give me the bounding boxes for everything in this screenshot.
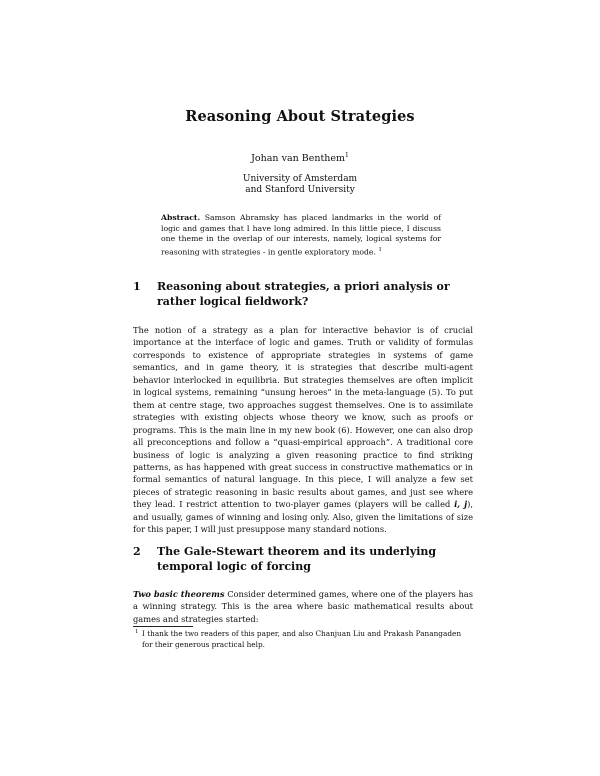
section-1-paragraph-end: ), and usually, games of winning and losing only. Also, given the limitations of size for this paper, I will just presuppose many standard notions. <box>133 499 474 535</box>
affiliation-line-1: University of Amsterdam <box>242 174 358 184</box>
player-names: i, j <box>454 499 468 510</box>
paper-title: Reasoning About Strategies <box>185 108 415 125</box>
affiliation-line-2: and Stanford University <box>245 185 355 195</box>
abstract <box>161 213 441 258</box>
section-2-title: The Gale-Stewart theorem and its underlying temporal logic of forcing <box>157 545 437 573</box>
abstract-footnote-mark: 1 <box>378 247 382 254</box>
section-1-body <box>133 324 473 536</box>
author-footnote-mark: 1 <box>345 152 349 159</box>
section-2-body <box>133 588 473 625</box>
section-2-number: 2 <box>133 545 141 558</box>
footnote-text: I thank the two readers of this paper, and also Chanjuan Liu and Prakash Panangaden for their generous practical help. <box>142 629 462 649</box>
section-2-paragraph <box>133 588 473 625</box>
section-1-number: 1 <box>133 280 141 293</box>
section-1-heading <box>133 279 473 309</box>
section-1-paragraph-text: The notion of a strategy as a plan for interactive behavior is of crucial importance at the interface of logic and games. Truth or validity of formulas corresponds to existence of appropriate strategies in systems of game semantics, and in game theory, it is strategies that describe multi-agent behavior interlocked in equilibria. But strategies themselves are often implicit in logical systems, remaining “unsung heroes” in the meta-language (5). To put them at centre stage, two approaches suggest themselves. One is to assimilate strategies with existing objects whose theory we know, such as proofs or programs. This is the main line in my new book (6). However, one can also drop all preconceptions and follow a “quasi-empirical approach”. A traditional core business of logic is analyzing a given reasoning practice to find striking patterns, as has happened with great success in constructive mathematics or in formal semantics of natural language. In this piece, I will analyze a few set pieces of strategic reasoning in basic results about games, and just see where they lead. I restrict attention to two-player games (players will be called <box>133 325 473 510</box>
run-in-heading: Two basic theorems <box>133 589 225 599</box>
section-1-title: Reasoning about strategies, a priori analysis or rather logical fieldwork? <box>157 280 450 308</box>
abstract-text: Samson Abramsky has placed landmarks in the world of logic and games that I have long admired. In this little piece, I discuss one theme in the overlap of our interests, namely, logical systems for reasoning with strategies - in gentle exploratory mode. <box>161 213 441 257</box>
abstract-label: Abstract. <box>161 213 201 222</box>
author-name <box>0 152 600 164</box>
footnote-mark: 1 <box>135 629 139 635</box>
section-2-heading <box>133 544 473 574</box>
author-name-text: Johan van Benthem <box>251 153 346 165</box>
section-1-paragraph <box>133 324 473 536</box>
footnote-rule <box>133 626 193 627</box>
footnote <box>133 629 473 650</box>
section-2-paragraph-text: Consider determined games, where one of the players has a winning strategy. This is the area where basic mathematical results about games and strategies started: <box>133 589 473 624</box>
